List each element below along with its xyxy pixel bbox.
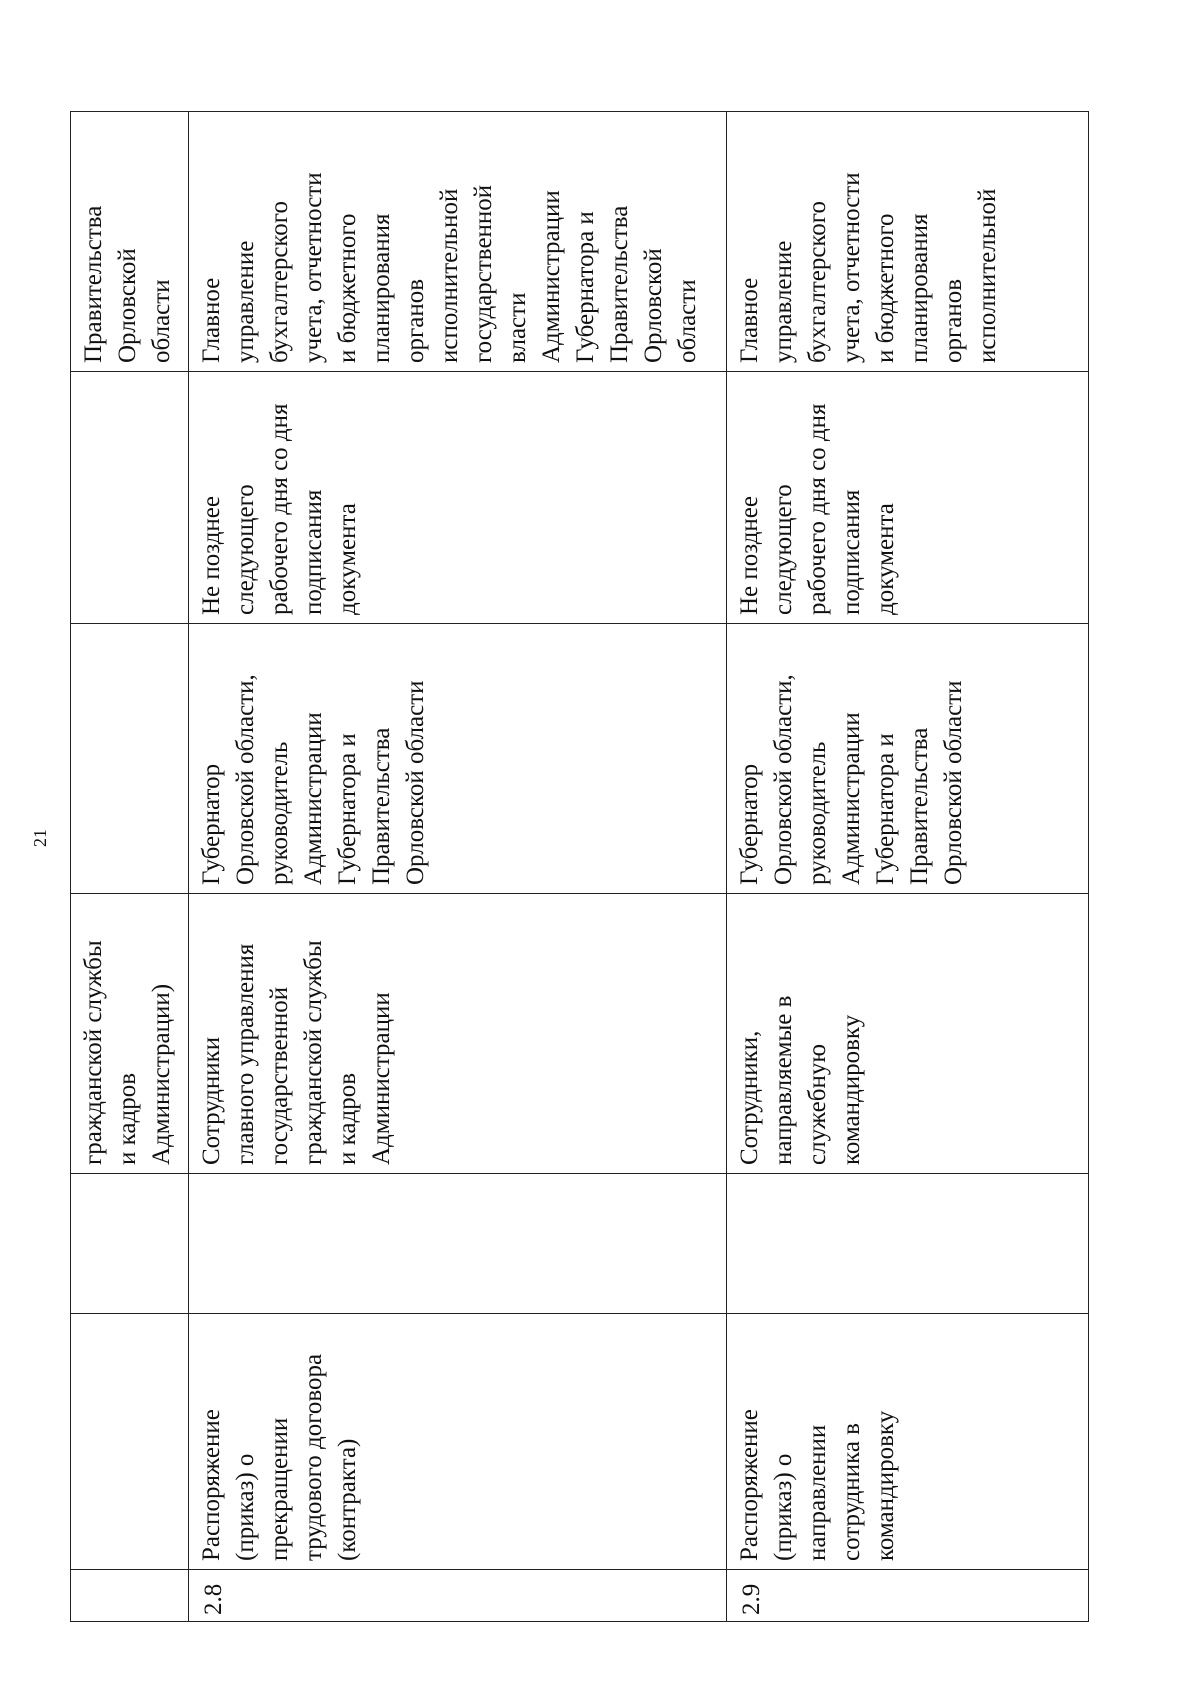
rotated-page (70, 112, 1088, 1622)
recipient-cell: Главное управление бухгалтерского учета, отчетности и бюджетного планирования органов исполнительной (727, 112, 1089, 372)
empty-cell (71, 1174, 189, 1314)
row-number: 2.8 (189, 1570, 727, 1622)
table-row (189, 112, 727, 1622)
document-cell: Распоряжение (приказ) о прекращении трудового договора (контракта) (189, 1314, 727, 1570)
document-cell (71, 1314, 189, 1570)
table-row-continuation (71, 112, 189, 1622)
executor-cell: Сотрудники главного управления государственной гражданской службы и кадров Администрации (189, 894, 727, 1174)
document-cell: Распоряжение (приказ) о направлении сотрудника в командировку (727, 1314, 1089, 1570)
signer-cell: Губернатор Орловской области, руководитель Администрации Губернатора и Правительства Орловской области (727, 624, 1089, 894)
empty-cell (727, 1174, 1089, 1314)
deadline-cell: Не позднее следующего рабочего дня со дня подписания документа (727, 372, 1089, 624)
signer-cell: Губернатор Орловской области, руководитель Администрации Губернатора и Правительства Орловской области (189, 624, 727, 894)
deadline-cell: Не позднее следующего рабочего дня со дня подписания документа (189, 372, 727, 624)
document-table (70, 111, 1089, 1622)
recipient-cell: Главное управление бухгалтерского учета, отчетности и бюджетного планирования органов исполнительной государственной власти Администрации Губернатора и Правительства Орловской области (189, 112, 727, 372)
page-number: 21 (30, 829, 50, 847)
recipient-cell: Правительства Орловской области (71, 112, 189, 372)
executor-cell: Сотрудники, направляемые в служебную командировку (727, 894, 1089, 1174)
empty-cell (189, 1174, 727, 1314)
table-row (727, 112, 1089, 1622)
deadline-cell (71, 372, 189, 624)
signer-cell (71, 624, 189, 894)
row-number: 2.9 (727, 1570, 1089, 1622)
executor-cell: гражданской службы и кадров Администрации) (71, 894, 189, 1174)
row-number (71, 1570, 189, 1622)
